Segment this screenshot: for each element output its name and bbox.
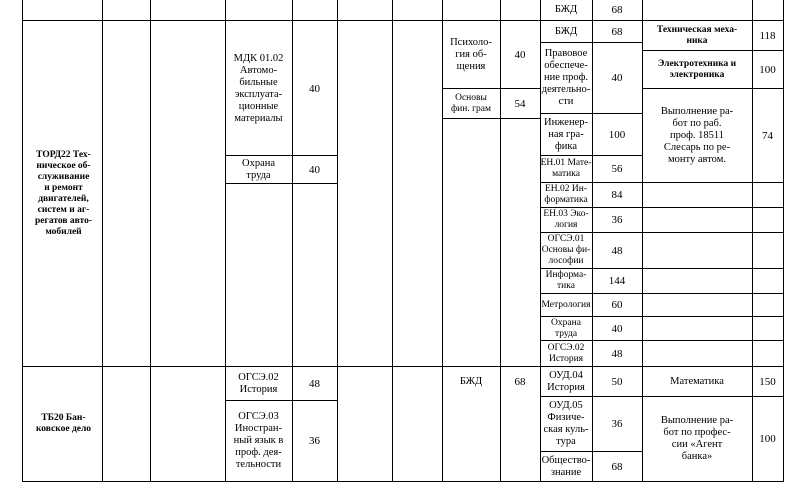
grid-line	[642, 182, 784, 183]
hours-cell: 36	[309, 435, 320, 447]
subject-cell: Техническая меха- ника	[656, 24, 738, 46]
grid-line	[225, 183, 337, 184]
grid-line	[102, 0, 103, 482]
hours-cell: 40	[611, 72, 623, 84]
grid-line	[642, 232, 784, 233]
hours-cell: 100	[759, 63, 776, 76]
hours-cell: 40	[611, 322, 623, 335]
hours-cell: 40	[309, 163, 320, 176]
subject-cell: ОУД.05 Физиче- ская куль- тура	[543, 400, 589, 447]
grid-line	[150, 0, 151, 482]
group-name: ТБ20 Бан- ковское дело	[35, 413, 92, 434]
subject-cell: ОГСЭ.02 История	[547, 342, 585, 364]
hours-cell: 68	[611, 25, 623, 38]
hours-cell: 36	[611, 418, 623, 430]
hours-cell: 100	[608, 128, 626, 141]
grid-line	[22, 0, 23, 482]
hours-cell: 36	[611, 214, 623, 226]
hours-cell: 68	[611, 460, 623, 473]
grid-line	[783, 0, 784, 482]
subject-cell: Общество- знание	[541, 454, 591, 478]
subject-cell: Выполнение ра- бот по раб. проф. 18511 Слесарь по ре- монту автом.	[660, 105, 734, 165]
subject-cell: МДК 01.02 Автомо- бильные эксплуата- ционные материалы	[233, 53, 284, 124]
grid-line	[642, 293, 784, 294]
hours-cell: 100	[759, 433, 776, 445]
hours-cell: 118	[759, 29, 776, 42]
subject-cell: ЕН.02 Ин- форматика	[544, 184, 588, 205]
subject-cell: Психоло- гия об- щения	[450, 37, 492, 72]
subject-cell: ОГСЭ.02 История	[238, 371, 279, 395]
grid-line	[642, 316, 784, 317]
subject-cell: БЖД	[459, 375, 483, 387]
hours-cell: 54	[514, 97, 526, 110]
subject-cell: Правовое обеспече- ние проф. деятельно- сти	[541, 48, 591, 107]
hours-cell: 48	[611, 244, 623, 257]
hours-cell: 150	[759, 375, 776, 388]
hours-cell: 144	[608, 275, 626, 287]
subject-cell: ОГСЭ.03 Иностран- ный язык в проф. дея- тельности	[233, 411, 284, 470]
subject-cell: ЕН.01 Мате- матика	[540, 158, 592, 179]
grid-line	[642, 268, 784, 269]
subject-cell: Основы фин. грам	[451, 92, 491, 114]
subject-cell: БЖД	[554, 4, 578, 15]
hours-cell: 68	[514, 375, 526, 388]
group-name: ТОРД22 Тех- ническое об- служивание и ремонт двигателей, систем и аг- регатов авто- мобилей	[35, 149, 92, 237]
grid-line	[642, 340, 784, 341]
hours-cell: 50	[611, 375, 623, 388]
subject-cell: Электротехника и электроника	[657, 58, 737, 80]
subject-cell: Информа- тика	[545, 270, 587, 291]
hours-cell: 68	[611, 4, 623, 16]
subject-cell: Математика	[670, 375, 724, 387]
grid-line	[642, 207, 784, 208]
schedule-table	[22, 0, 784, 482]
hours-cell: 48	[611, 347, 623, 360]
grid-line	[22, 481, 784, 482]
subject-cell: Инженер- ная гра- фика	[543, 116, 588, 152]
hours-cell: 60	[611, 299, 623, 311]
subject-cell: ЕН.03 Эко- логия	[543, 209, 589, 230]
grid-line	[442, 118, 540, 119]
hours-cell: 56	[611, 163, 623, 175]
hours-cell: 48	[309, 377, 320, 390]
subject-cell: Охрана труда	[551, 317, 581, 339]
subject-cell: Выполнение ра- бот по профес- сии «Агент банка»	[660, 415, 734, 462]
hours-cell: 84	[611, 189, 623, 201]
subject-cell: ОГСЭ.01 Основы фи- лософии	[541, 234, 591, 266]
subject-cell: БЖД	[554, 25, 578, 37]
grid-line	[337, 0, 338, 482]
hours-cell: 40	[514, 49, 526, 61]
subject-cell: Метрология	[541, 299, 591, 310]
grid-line	[392, 0, 393, 482]
hours-cell: 74	[762, 129, 773, 142]
subject-cell: Охрана труда	[241, 157, 276, 181]
subject-cell: ОУД.04 История	[547, 369, 585, 393]
hours-cell: 40	[309, 83, 320, 95]
